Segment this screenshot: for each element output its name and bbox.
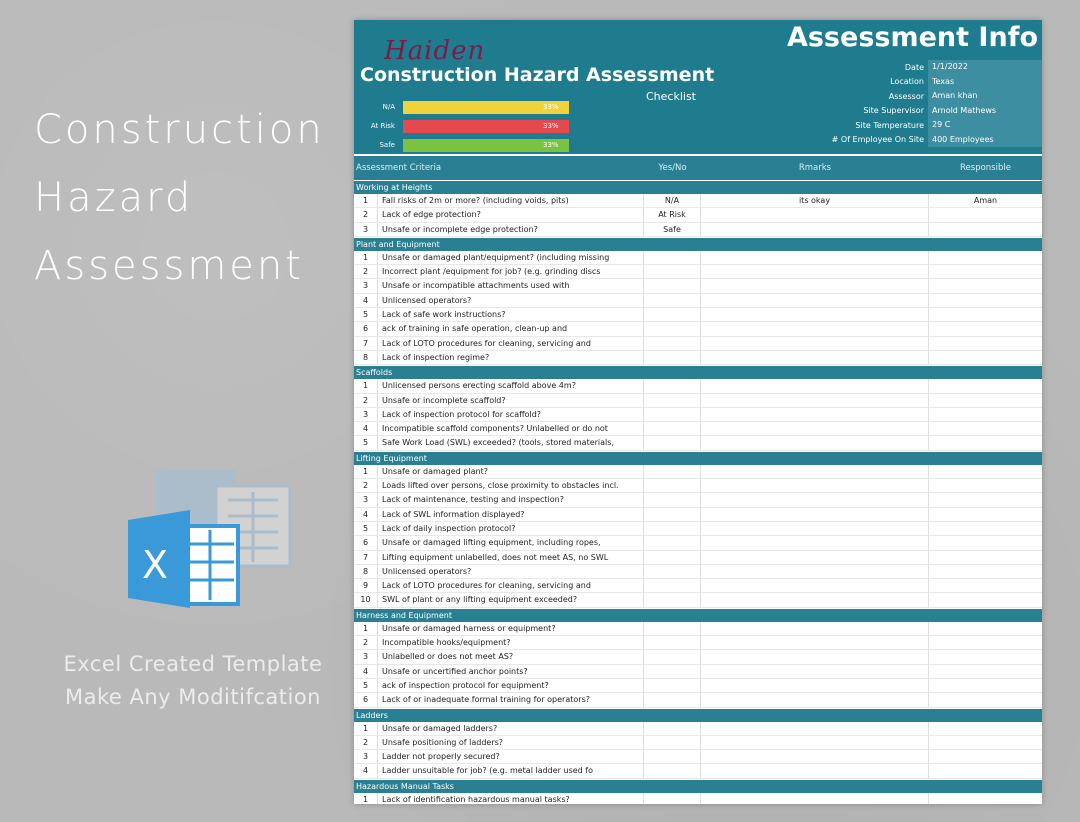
table-row <box>354 722 1042 736</box>
table-row <box>354 308 1042 322</box>
row-number-cell: 3 <box>354 650 378 663</box>
remarks-cell[interactable] <box>701 622 929 635</box>
row-number-cell: 2 <box>354 736 378 749</box>
table-row <box>354 665 1042 679</box>
row-number-cell: 1 <box>354 379 378 392</box>
yes-no-cell[interactable] <box>644 579 701 592</box>
yes-no-cell[interactable]: N/A <box>644 194 701 207</box>
remarks-cell[interactable] <box>701 650 929 663</box>
info-value-cell[interactable]: 29 C <box>928 118 1042 133</box>
legend-row <box>368 118 569 134</box>
yes-no-cell[interactable] <box>644 493 701 506</box>
promo-title-line: Hazard <box>34 175 194 221</box>
criteria-cell[interactable]: Unsafe or incompatible attachments used with <box>378 279 644 292</box>
row-number-cell: 3 <box>354 493 378 506</box>
criteria-cell[interactable]: SWL of plant or any lifting equipment exceeded? <box>378 593 644 606</box>
table-row <box>354 408 1042 422</box>
promo-title-line: Construction <box>34 107 325 153</box>
yes-no-cell[interactable] <box>644 251 701 264</box>
yes-no-cell[interactable] <box>644 636 701 649</box>
responsible-cell[interactable] <box>929 636 1042 649</box>
section-header: Scaffolds <box>354 366 1042 379</box>
responsible-cell[interactable] <box>929 508 1042 521</box>
criteria-cell[interactable]: Unsafe or incomplete edge protection? <box>378 223 644 236</box>
column-header-criteria[interactable]: Assessment Criteria <box>356 163 442 173</box>
yes-no-cell[interactable] <box>644 408 701 421</box>
responsible-cell[interactable] <box>929 265 1042 278</box>
remarks-cell[interactable] <box>701 408 929 421</box>
yes-no-cell[interactable] <box>644 508 701 521</box>
table-row <box>354 479 1042 493</box>
responsible-cell[interactable] <box>929 379 1042 392</box>
remarks-cell[interactable] <box>701 736 929 749</box>
table-row <box>354 223 1042 237</box>
table-row <box>354 565 1042 579</box>
remarks-cell[interactable] <box>701 593 929 606</box>
table-row <box>354 436 1042 450</box>
legend-value: 33% <box>543 140 559 149</box>
yes-no-cell[interactable] <box>644 337 701 350</box>
responsible-cell[interactable] <box>929 593 1042 606</box>
row-number-cell: 4 <box>354 422 378 435</box>
info-value-cell[interactable]: Arnold Mathews <box>928 104 1042 119</box>
info-value-cell[interactable]: Aman khan <box>928 89 1042 104</box>
row-number-cell: 1 <box>354 793 378 804</box>
remarks-cell[interactable] <box>701 579 929 592</box>
responsible-cell[interactable] <box>929 351 1042 364</box>
yes-no-cell[interactable] <box>644 722 701 735</box>
yes-no-cell[interactable] <box>644 736 701 749</box>
criteria-cell[interactable]: Unsafe or uncertified anchor points? <box>378 665 644 678</box>
criteria-cell[interactable]: Fall risks of 2m or more? (including voids, pits) <box>378 194 644 207</box>
responsible-cell[interactable]: Aman <box>973 196 998 205</box>
responsible-cell[interactable] <box>929 536 1042 549</box>
responsible-cell[interactable] <box>929 223 1042 236</box>
section-header: Harness and Equipment <box>354 609 1042 622</box>
remarks-cell[interactable]: its okay <box>701 194 929 207</box>
promo-tagline <box>38 648 348 714</box>
criteria-cell[interactable]: Incorrect plant /equipment for job? (e.g. grinding discs <box>378 265 644 278</box>
table-row <box>354 764 1042 778</box>
info-table <box>774 60 1042 147</box>
criteria-cell[interactable]: Loads lifted over persons, close proximity to obstacles incl. <box>378 479 644 492</box>
row-number-cell: 10 <box>354 593 378 606</box>
table-row <box>354 265 1042 279</box>
remarks-cell[interactable] <box>701 337 929 350</box>
column-header-yes-no[interactable]: Yes/No <box>658 163 687 173</box>
row-number-cell: 2 <box>354 394 378 407</box>
responsible-cell[interactable] <box>929 693 1042 706</box>
row-number-cell: 4 <box>354 508 378 521</box>
table-row <box>354 322 1042 336</box>
section-header: Working at Heights <box>354 181 1042 194</box>
remarks-cell[interactable] <box>701 764 929 777</box>
responsible-cell[interactable] <box>929 294 1042 307</box>
table-row <box>354 251 1042 265</box>
yes-no-cell[interactable] <box>644 650 701 663</box>
yes-no-cell[interactable] <box>644 665 701 678</box>
criteria-cell[interactable]: Lifting equipment unlabelled, does not meet AS, no SWL <box>378 551 644 564</box>
row-number-cell: 2 <box>354 208 378 221</box>
criteria-cell[interactable]: Unsafe or damaged ladders? <box>378 722 644 735</box>
status-legend <box>368 99 569 156</box>
responsible-cell[interactable] <box>929 479 1042 492</box>
row-number-cell: 2 <box>354 479 378 492</box>
legend-label: Safe <box>379 141 395 149</box>
row-number-cell: 1 <box>354 622 378 635</box>
section-header: Lifting Equipment <box>354 452 1042 465</box>
remarks-cell[interactable] <box>701 636 929 649</box>
remarks-cell[interactable] <box>701 422 929 435</box>
spreadsheet <box>354 20 1042 804</box>
section-header: Plant and Equipment <box>354 238 1042 251</box>
remarks-cell[interactable] <box>701 265 929 278</box>
table-row <box>354 465 1042 479</box>
remarks-cell[interactable] <box>701 223 929 236</box>
row-number-cell: 5 <box>354 436 378 449</box>
table-row <box>354 693 1042 707</box>
remarks-cell[interactable] <box>701 279 929 292</box>
row-number-cell: 3 <box>354 750 378 763</box>
criteria-cell[interactable]: Unlabelled or does not meet AS? <box>378 650 644 663</box>
row-number-cell: 9 <box>354 579 378 592</box>
remarks-cell[interactable] <box>701 693 929 706</box>
promo-tagline-line: Excel Created Template <box>63 652 323 676</box>
table-row <box>354 536 1042 550</box>
remarks-cell[interactable] <box>701 308 929 321</box>
table-row <box>354 294 1042 308</box>
row-number-cell: 6 <box>354 536 378 549</box>
responsible-cell[interactable] <box>929 665 1042 678</box>
remarks-cell[interactable] <box>701 536 929 549</box>
responsible-cell[interactable] <box>929 750 1042 763</box>
criteria-cell[interactable]: Lack of safe work instructions? <box>378 308 644 321</box>
yes-no-cell[interactable] <box>644 422 701 435</box>
document-subtitle: Checklist <box>646 90 696 103</box>
row-number-cell: 7 <box>354 551 378 564</box>
responsible-cell[interactable] <box>929 394 1042 407</box>
column-header-row <box>354 154 1042 180</box>
table-row <box>354 208 1042 222</box>
row-number-cell: 1 <box>354 251 378 264</box>
remarks-cell[interactable] <box>701 465 929 478</box>
row-number-cell: 1 <box>354 465 378 478</box>
row-number-cell: 2 <box>354 636 378 649</box>
responsible-cell[interactable] <box>929 408 1042 421</box>
row-number-cell: 6 <box>354 322 378 335</box>
info-key: Assessor <box>888 91 924 101</box>
brand-logo: Haiden <box>384 36 486 66</box>
criteria-cell[interactable]: Unlicensed operators? <box>378 294 644 307</box>
criteria-cell[interactable]: Ladder unsuitable for job? (e.g. metal ladder used fo <box>378 764 644 777</box>
responsible-cell[interactable] <box>929 579 1042 592</box>
table-row <box>354 593 1042 607</box>
table-row <box>354 351 1042 365</box>
remarks-cell[interactable] <box>701 722 929 735</box>
row-number-cell: 7 <box>354 337 378 350</box>
info-row <box>774 104 1042 119</box>
criteria-cell[interactable]: Safe Work Load (SWL) exceeded? (tools, stored materials, <box>378 436 644 449</box>
yes-no-cell[interactable] <box>644 622 701 635</box>
row-number-cell: 2 <box>354 265 378 278</box>
table-row <box>354 394 1042 408</box>
criteria-cell[interactable]: Lack of daily inspection protocol? <box>378 522 644 535</box>
info-key: Location <box>890 77 924 87</box>
responsible-cell[interactable] <box>929 722 1042 735</box>
legend-label: At Risk <box>370 122 395 130</box>
criteria-cell[interactable]: Lack of SWL information displayed? <box>378 508 644 521</box>
responsible-cell[interactable] <box>929 551 1042 564</box>
criteria-cell[interactable]: Unsafe positioning of ladders? <box>378 736 644 749</box>
info-title: Assessment Info <box>786 22 1038 53</box>
criteria-cell[interactable]: Lack of inspection regime? <box>378 351 644 364</box>
yes-no-cell[interactable] <box>644 679 701 692</box>
row-number-cell: 8 <box>354 351 378 364</box>
info-row <box>774 118 1042 133</box>
criteria-cell[interactable]: Lack of inspection protocol for scaffold? <box>378 408 644 421</box>
row-number-cell: 4 <box>354 764 378 777</box>
criteria-cell[interactable]: Lack of identification hazardous manual tasks? <box>378 793 644 804</box>
yes-no-cell[interactable] <box>644 279 701 292</box>
criteria-cell[interactable]: Unsafe or damaged plant/equipment? (including missing <box>378 251 644 264</box>
remarks-cell[interactable] <box>701 351 929 364</box>
criteria-cell[interactable]: Unlicensed persons erecting scaffold above 4m? <box>378 379 644 392</box>
table-row <box>354 679 1042 693</box>
info-row <box>774 133 1042 148</box>
table-row <box>354 422 1042 436</box>
row-number-cell: 6 <box>354 693 378 706</box>
remarks-cell[interactable] <box>701 750 929 763</box>
yes-no-cell[interactable] <box>644 593 701 606</box>
info-key: Site Temperature <box>855 120 924 130</box>
responsible-cell[interactable] <box>929 493 1042 506</box>
yes-no-cell[interactable] <box>644 479 701 492</box>
table-row <box>354 379 1042 393</box>
criteria-cell[interactable]: Unsafe or damaged harness or equipment? <box>378 622 644 635</box>
row-number-cell: 4 <box>354 294 378 307</box>
row-number-cell: 3 <box>354 279 378 292</box>
table-row <box>354 650 1042 664</box>
remarks-cell[interactable] <box>701 665 929 678</box>
row-number-cell: 3 <box>354 408 378 421</box>
responsible-cell[interactable] <box>929 793 1042 804</box>
yes-no-cell[interactable] <box>644 379 701 392</box>
column-header-responsible[interactable]: Responsible <box>960 163 1011 173</box>
remarks-cell[interactable] <box>701 522 929 535</box>
remarks-cell[interactable] <box>701 565 929 578</box>
remarks-cell[interactable] <box>701 208 929 221</box>
responsible-cell[interactable] <box>929 736 1042 749</box>
table-row <box>354 493 1042 507</box>
responsible-cell[interactable] <box>929 322 1042 335</box>
promo-title <box>34 96 325 300</box>
table-row <box>354 522 1042 536</box>
responsible-cell[interactable] <box>929 308 1042 321</box>
document-title: Construction Hazard Assessment <box>360 64 715 86</box>
criteria-cell[interactable]: Unsafe or damaged plant? <box>378 465 644 478</box>
criteria-cell[interactable]: Lack of maintenance, testing and inspection? <box>378 493 644 506</box>
responsible-cell[interactable] <box>929 522 1042 535</box>
checklist-body <box>354 181 1042 804</box>
criteria-cell[interactable]: Lack of or inadequate formal training for operators? <box>378 693 644 706</box>
remarks-cell[interactable] <box>701 479 929 492</box>
row-number-cell: 5 <box>354 522 378 535</box>
remarks-cell[interactable] <box>701 679 929 692</box>
legend-bar <box>403 120 569 133</box>
table-row <box>354 337 1042 351</box>
remarks-cell[interactable] <box>701 508 929 521</box>
svg-text:X: X <box>142 543 169 587</box>
sheet-header <box>354 20 1042 154</box>
responsible-cell[interactable] <box>929 764 1042 777</box>
row-number-cell: 1 <box>354 194 378 207</box>
yes-no-cell[interactable] <box>644 793 701 804</box>
remarks-cell[interactable] <box>701 322 929 335</box>
row-number-cell: 8 <box>354 565 378 578</box>
yes-no-cell[interactable] <box>644 394 701 407</box>
legend-bar <box>403 101 569 114</box>
yes-no-cell[interactable] <box>644 294 701 307</box>
yes-no-cell[interactable] <box>644 565 701 578</box>
legend-bar <box>403 139 569 152</box>
table-row <box>354 750 1042 764</box>
column-header-remarks[interactable]: Rmarks <box>798 163 832 173</box>
responsible-cell[interactable] <box>929 565 1042 578</box>
responsible-cell[interactable] <box>929 436 1042 449</box>
responsible-cell[interactable] <box>929 337 1042 350</box>
legend-value: 33% <box>543 102 559 111</box>
responsible-cell[interactable] <box>929 422 1042 435</box>
row-number-cell: 4 <box>354 665 378 678</box>
criteria-cell[interactable]: Lack of LOTO procedures for cleaning, servicing and <box>378 337 644 350</box>
remarks-cell[interactable] <box>701 394 929 407</box>
criteria-cell[interactable]: Incompatible scaffold components? Unlabelled or do not <box>378 422 644 435</box>
yes-no-cell[interactable] <box>644 750 701 763</box>
criteria-cell[interactable]: Unsafe or incomplete scaffold? <box>378 394 644 407</box>
yes-no-cell[interactable] <box>644 693 701 706</box>
yes-no-cell[interactable] <box>644 322 701 335</box>
yes-no-cell[interactable] <box>644 536 701 549</box>
responsible-cell[interactable] <box>929 679 1042 692</box>
promo-title-line: Assessment <box>34 243 304 289</box>
info-key: Site Supervisor <box>863 106 924 116</box>
yes-no-cell[interactable] <box>644 436 701 449</box>
table-row <box>354 736 1042 750</box>
criteria-cell[interactable]: ack of inspection protocol for equipment? <box>378 679 644 692</box>
responsible-cell[interactable] <box>929 465 1042 478</box>
info-value-cell[interactable]: Texas <box>928 75 1042 90</box>
responsible-cell[interactable] <box>929 622 1042 635</box>
legend-row <box>368 137 569 153</box>
info-row <box>774 75 1042 90</box>
remarks-cell[interactable] <box>701 793 929 804</box>
yes-no-cell[interactable] <box>644 551 701 564</box>
remarks-cell[interactable] <box>701 294 929 307</box>
table-row <box>354 622 1042 636</box>
table-row <box>354 508 1042 522</box>
responsible-cell[interactable] <box>929 279 1042 292</box>
yes-no-cell[interactable] <box>644 764 701 777</box>
criteria-cell[interactable]: Unlicensed operators? <box>378 565 644 578</box>
legend-row <box>368 99 569 115</box>
yes-no-cell[interactable] <box>644 465 701 478</box>
table-row <box>354 551 1042 565</box>
table-row <box>354 579 1042 593</box>
remarks-cell[interactable] <box>701 379 929 392</box>
table-row <box>354 636 1042 650</box>
criteria-cell[interactable]: Unsafe or damaged lifting equipment, including ropes, <box>378 536 644 549</box>
yes-no-cell[interactable]: Safe <box>644 223 701 236</box>
info-key: # Of Employee On Site <box>831 135 924 145</box>
promo-tagline-line: Make Any Moditifcation <box>64 685 321 709</box>
yes-no-cell[interactable] <box>644 265 701 278</box>
yes-no-cell[interactable] <box>644 522 701 535</box>
excel-icon <box>128 470 293 610</box>
legend-label: N/A <box>382 103 395 111</box>
yes-no-cell[interactable]: At Risk <box>644 208 701 221</box>
responsible-cell[interactable] <box>929 650 1042 663</box>
legend-value: 33% <box>543 121 559 130</box>
remarks-cell[interactable] <box>701 436 929 449</box>
remarks-cell[interactable] <box>701 551 929 564</box>
info-row <box>774 60 1042 75</box>
row-number-cell: 1 <box>354 722 378 735</box>
remarks-cell[interactable] <box>701 493 929 506</box>
table-row <box>354 793 1042 804</box>
remarks-cell[interactable] <box>701 251 929 264</box>
criteria-cell[interactable]: Incompatible hooks/equipment? <box>378 636 644 649</box>
criteria-cell[interactable]: ack of training in safe operation, clean-up and <box>378 322 644 335</box>
info-key: Date <box>904 62 924 72</box>
criteria-cell[interactable]: Lack of LOTO procedures for cleaning, servicing and <box>378 579 644 592</box>
section-header: Hazardous Manual Tasks <box>354 780 1042 793</box>
criteria-cell[interactable]: Lack of edge protection? <box>378 208 644 221</box>
responsible-cell[interactable] <box>929 208 1042 221</box>
table-row <box>354 279 1042 293</box>
responsible-cell[interactable] <box>929 251 1042 264</box>
row-number-cell: 5 <box>354 308 378 321</box>
yes-no-cell[interactable] <box>644 351 701 364</box>
section-header: Ladders <box>354 709 1042 722</box>
table-row <box>354 194 1042 208</box>
info-value-cell[interactable]: 400 Employees <box>928 133 1042 148</box>
yes-no-cell[interactable] <box>644 308 701 321</box>
info-row <box>774 89 1042 104</box>
info-value-cell[interactable]: 1/1/2022 <box>928 60 1042 75</box>
criteria-cell[interactable]: Ladder not properly secured? <box>378 750 644 763</box>
row-number-cell: 3 <box>354 223 378 236</box>
row-number-cell: 5 <box>354 679 378 692</box>
